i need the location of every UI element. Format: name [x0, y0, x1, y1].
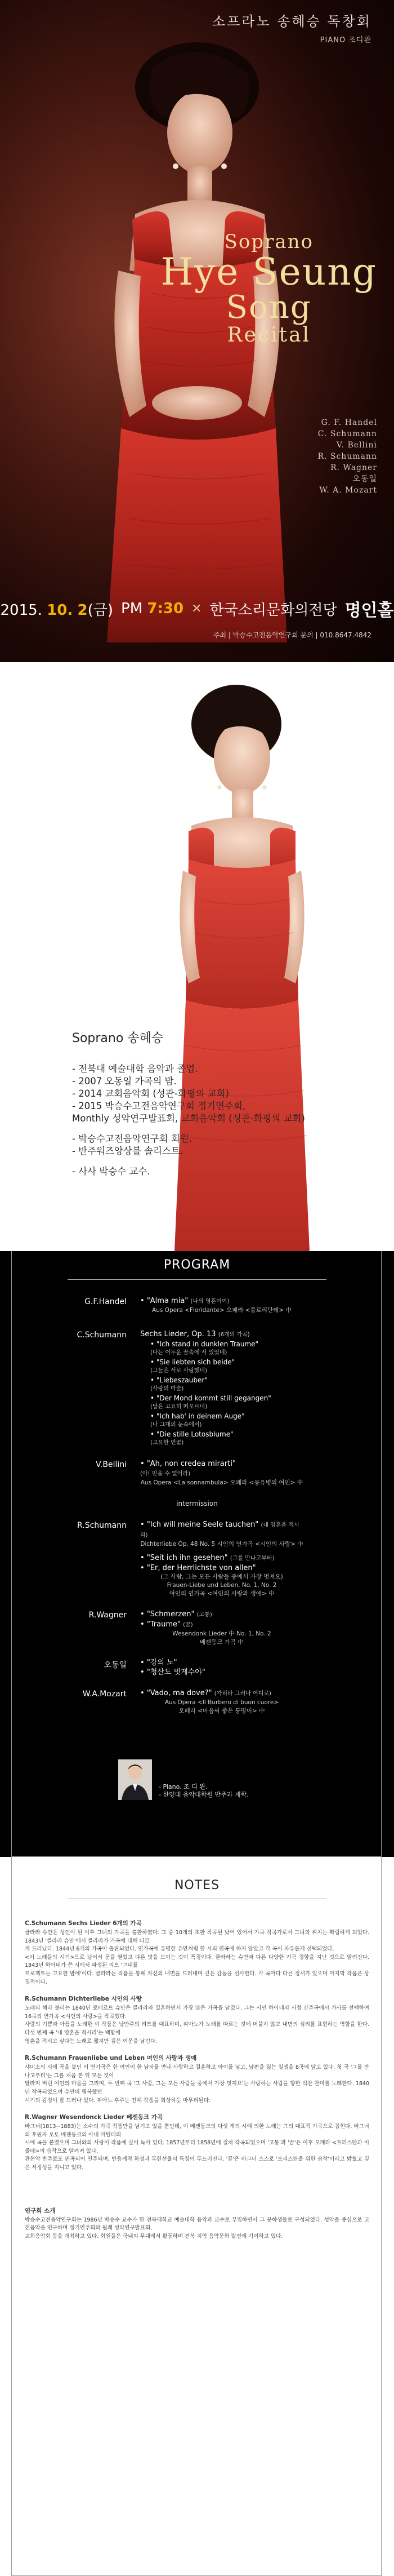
bio-item: - 박승수고전음악연구회 회원. — [72, 1133, 192, 1144]
pianist-portrait-icon — [118, 1759, 152, 1800]
work-source: Aus Opera <Floridante> 오페라 <플로리단테> 中 — [152, 1307, 292, 1314]
bio-item: - 전북대 예술대학 음악과 졸업. — [72, 1063, 198, 1074]
note-text: 바그너(1813~1883)는 소수의 가곡 작품만을 남기고 있을 뿐인데, 이 베젠동크의 다섯 개의 시에 의한 노래는 그의 대표적 가곡으로 꼽힌다. 바그너의 후원자 오토 베젠동크의 아내 마틸데의 시에 곡을 붙였으며 그녀와의 사랑이 작품에 깊이 녹아 있다. 1857년부터 1858년에 걸쳐 작곡되었으며 '고통'과 '꿈'은 이후 오페라 <트리스탄과 이졸데>의 습작으로 알려져 있다. 관현악 반주로도 편곡되어 연주되며, 반음계적 화성과 무한선율의 특징이 두드러진다. '꿈'은 바그너 스스로 '트리스탄을 위한 습작'이라고 밝혔고 깊은 서정성을 지니고 있다. — [25, 2123, 369, 2171]
work-title: • "Seit ich ihn gesehen" (그를 만나고부터) — [140, 1554, 275, 1562]
note-section — [25, 1919, 369, 1987]
note-heading: R.Schumann Dichterliebe 시인의 사랑 — [25, 1996, 142, 2003]
composer-name: V.Bellini — [96, 1460, 127, 1469]
work-title-korean: (아! 믿을 수 없어라) — [140, 1471, 190, 1477]
work-list — [140, 1610, 303, 1647]
performer-name-block — [161, 232, 377, 346]
composer-item: C. Schumann — [317, 429, 377, 438]
note-heading: C.Schumann Sechs Lieder 6개의 가곡 — [25, 1920, 142, 1927]
song-item: • "Ich hab' in deinem Auge" (나 그대의 눈속에서) — [150, 1412, 245, 1428]
work-source: Dichterliebe Op. 48 No. 5 시인의 연가곡 <시인의 사랑> 中 — [140, 1541, 303, 1548]
poster-section — [0, 0, 394, 662]
name-line-last: Song — [226, 289, 312, 326]
bio-list — [72, 1063, 305, 1178]
work-title: • "Ah, non credea mirarti" — [140, 1460, 236, 1468]
note-text: 클라라 슈만은 성인이 된 이후 그녀의 가곡을 출판하였다. 그 중 10개의 초판 작곡된 났어 있어서 가곡 작곡가로서 그녀의 위치는 확립하게 되었다. 1843년 '클라라 슈만'에서 클라라가 가곡에 대해 다르 게 드러났다. 1844년 6개의 가곡이 출판되었다. 연가곡에 유명한 슈만처럼 한 시의 편곡에 하지 않았고 각 곡이 자유롭게 선택되었다. <이 노래들의 시기>으로 넘어서 문을 열었고 다른 맛을 보이는 것이 특징이다. 클라라는 슈만과 다른 다양한 가곡 경향을 지닌 것으로 알려진다. 1843년 하이네가 쓴 시에서 파생된 리트 '그대를 프로젝트는 고요한 밤에'이다. 클라라는 작품을 통해 자신의 내면을 드러내며 깊은 감동을 선사한다. 각 곡마다 다른 정서가 있으며 마지막 작품은 상징적이다. — [25, 1930, 369, 1985]
intermission-label: intermission — [176, 1500, 218, 1508]
work-list — [140, 1296, 303, 1315]
work-source: Aus Opera <Il Burbero di buon cuore> — [164, 1699, 279, 1706]
song-item: • "Ich stand in dunklen Traume" (나는 어두운 꿈속에 서 있었네) — [150, 1340, 259, 1356]
program-item-wagner — [0, 1610, 394, 1647]
composer-item: R. Schumann — [317, 452, 377, 461]
composer-item: R. Wagner — [330, 463, 377, 472]
work-title: • "Alma mia" (나의 영혼이여) — [140, 1297, 230, 1305]
organizer-credits: 주최 | 박승수고전음악연구회 문의 | 010.8647.4842 — [213, 631, 371, 639]
name-line-soprano: Soprano — [224, 230, 314, 253]
work-title: • "Schmerzen" (고통) — [140, 1610, 212, 1619]
song-item: • "Sie liebten sich beide" (그들은 서로 사랑했네) — [150, 1358, 235, 1374]
program-item-bellini — [0, 1459, 394, 1487]
composer-list — [317, 417, 377, 496]
notes-title: NOTES — [174, 1878, 220, 1892]
pianist-info — [118, 1759, 281, 1800]
bio-item: - 반주워즈앙상블 솔리스트. — [72, 1146, 183, 1156]
piano-credit: PIANO 조디완 — [320, 36, 371, 45]
bio-item: Monthly 성악연구발표회, 교회음악회 (성관-화평의 교회) — [72, 1113, 305, 1124]
work-source: Wesendonk Lieder 中 No. 1, No. 2 — [172, 1630, 271, 1637]
work-title: • "Ich will meine Seele tauchen" (내 영혼을 적시리) — [140, 1520, 299, 1538]
composer-name: 오동일 — [104, 1661, 127, 1670]
note-heading: R.Wagner Wesendonck Lieder 베젠동크 가곡 — [25, 2114, 163, 2121]
composer-name: G.F.Handel — [84, 1297, 127, 1306]
work-title: • "Er, der Herrlichste von allen" — [140, 1564, 256, 1572]
pianist-name: - Piano. 조 디 완. — [159, 1783, 208, 1790]
notes-section — [0, 1857, 394, 2576]
program-list — [0, 1291, 394, 1715]
note-section — [25, 2206, 369, 2241]
pianist-education: - 한양대 음악대학원 반주과 재학. — [159, 1791, 249, 1798]
name-line-first: Hye Seung — [160, 250, 377, 294]
bio-item: - 2014 교회음악회 (성관-화평의 교회) — [72, 1088, 230, 1099]
note-heading: R.Schumann Frauenliebe und Leben 여인의 사랑과 생애 — [25, 2055, 197, 2062]
singer-biography — [72, 1028, 305, 1178]
bio-heading: Soprano 송혜승 — [72, 1031, 164, 1045]
composer-name: C.Schumann — [77, 1331, 127, 1340]
work-cycle-title: Sechs Lieder, Op. 13 (6개의 가곡) — [140, 1330, 250, 1338]
work-title-korean: (그 사람, 그는 모든 사람들 중에서 가장 멋져요) — [160, 1573, 283, 1580]
composer-item: V. Bellini — [336, 441, 377, 450]
star-icon: ✕ — [191, 601, 202, 616]
bio-item: - 2015 박승수고전음악연구회 정기연주회, — [72, 1101, 246, 1111]
work-list — [140, 1520, 303, 1598]
recital-title-korean: 소프라노 송혜승 독창회 — [212, 14, 371, 29]
note-text: 박승수고전음악연구회는 1986년 박승수 교수가 한 전북대학교 예술대학 음악과 교수로 부임하면서 그 문하생들로 구성되었다. 성악을 중심으로 고전음악을 연구하며 정기연주회와 월례 성악연구발표회, 교회음악회 등을 개최하고 있다. 회원들은 국내외 무대에서 활동하며 전북 지역 음악문화 발전에 기여하고 있다. — [25, 2216, 369, 2240]
composer-item: 오동일 — [352, 475, 377, 484]
work-title: • "Traume" (꿈) — [140, 1620, 193, 1629]
bio-item: - 2007 오동일 가곡의 밤. — [72, 1076, 177, 1087]
work-source: Frauen-Liebe und Leben, No. 1, No. 2 — [167, 1582, 277, 1589]
program-divider — [68, 1279, 326, 1280]
work-list — [140, 1459, 303, 1487]
composer-item: W. A. Mozart — [319, 486, 377, 495]
note-section — [25, 2113, 369, 2172]
name-line-recital: Recital — [227, 323, 311, 347]
composer-item: G. F. Handel — [321, 418, 377, 427]
venue-name: 한국소리문화의전당 — [209, 601, 337, 619]
program-section — [0, 1251, 394, 1857]
hall-name: 명인홀 — [344, 601, 394, 620]
note-heading: 연구회 소개 — [25, 2207, 56, 2214]
pianist-details — [159, 1783, 249, 1800]
song-item: • "Der Mond kommt still gegangen" (달은 고요히 떠오르네) — [150, 1394, 271, 1410]
notes-body — [25, 1919, 369, 2249]
work-title: • "청산도 벗게수야" — [140, 1668, 205, 1677]
work-title: • "Vado, ma dove?" (가리라 그러나 어디로) — [140, 1689, 271, 1697]
work-title: • "강의 노" — [140, 1659, 177, 1667]
work-source: 베젠동크 가곡 中 — [199, 1639, 244, 1646]
composer-name: R.Wagner — [88, 1611, 127, 1620]
event-date-venue — [0, 595, 394, 622]
composer-name: W.A.Mozart — [82, 1690, 127, 1699]
program-item-handel — [0, 1296, 394, 1315]
work-list — [140, 1658, 303, 1677]
note-text: 노래의 해라 불리는 1840년 로베르트 슈만은 클라라와 결혼하면서 가장 많은 가곡을 남겼다. 그는 시인 하이네의 서정 간주곡에서 가사를 선택하여 16곡의 연가곡 <시인의 사랑>을 작곡했다. 사랑의 기쁨과 아픔을 노래한 이 작품은 낭만주의 리트를 대표하며, 피아노가 노래를 따르는 것에 머물지 않고 내면의 심리를 표현하는 역할을 한다. 다섯 번째 곡 '내 영혼을 적시리'는 백합에 영혼을 적시고 싶다는 노래로 짧지만 깊은 여운을 남긴다. — [25, 2005, 369, 2045]
song-item: • "Die stille Lotosblume" (고요한 연꽃) — [150, 1430, 234, 1446]
note-section — [25, 2054, 369, 2105]
song-item: • "Liebeszauber" (사랑의 마술) — [150, 1376, 208, 1392]
event-date: 2015. 10. 2(금) — [0, 601, 114, 619]
work-source: 여인의 연가곡 <여인의 사랑과 생애> 中 — [169, 1590, 275, 1597]
note-text: 샤미소의 시에 곡을 붙인 이 연가곡은 한 여인이 한 남자를 만나 사랑하고 결혼하고 아이를 낳고, 남편을 잃는 일생을 8곡에 담고 있다. 첫 곡 '그를 만나고부터'는 그를 처음 본 뒤 모든 것이 달라져 버린 여인의 마음을 그리며, 두 번째 곡 '그 사람, 그는 모든 사람들 중에서 가장 멋져요'는 사랑하는 사람을 향한 벅찬 찬미를 노래한다. 1840년 작곡되었으며 슈만의 행복했던 시기의 감정이 잘 드러나 있다. 피아노 후주는 전체 작품을 회상하듯 마무리된다. — [25, 2064, 369, 2104]
work-source: Aus Opera <La sonnambula> 오페라 <몽유병의 여인> 中 — [140, 1479, 303, 1486]
program-item-r-schumann — [0, 1520, 394, 1598]
program-item-odongil — [0, 1658, 394, 1677]
event-time: PM 7:30 — [121, 600, 184, 617]
program-item-c-schumann — [0, 1329, 394, 1448]
work-source: 오페라 <마음씨 좋은 퉁명이> 中 — [178, 1708, 265, 1714]
profile-section — [0, 662, 394, 1251]
composer-name: R.Schumann — [77, 1521, 127, 1530]
note-section — [25, 1994, 369, 2046]
bio-item: - 사사 박승수 교수. — [72, 1166, 150, 1177]
program-title: PROGRAM — [163, 1258, 231, 1272]
program-item-mozart — [0, 1688, 394, 1715]
work-list — [140, 1688, 303, 1715]
work-list — [140, 1329, 303, 1448]
pianist-photo — [118, 1759, 152, 1800]
